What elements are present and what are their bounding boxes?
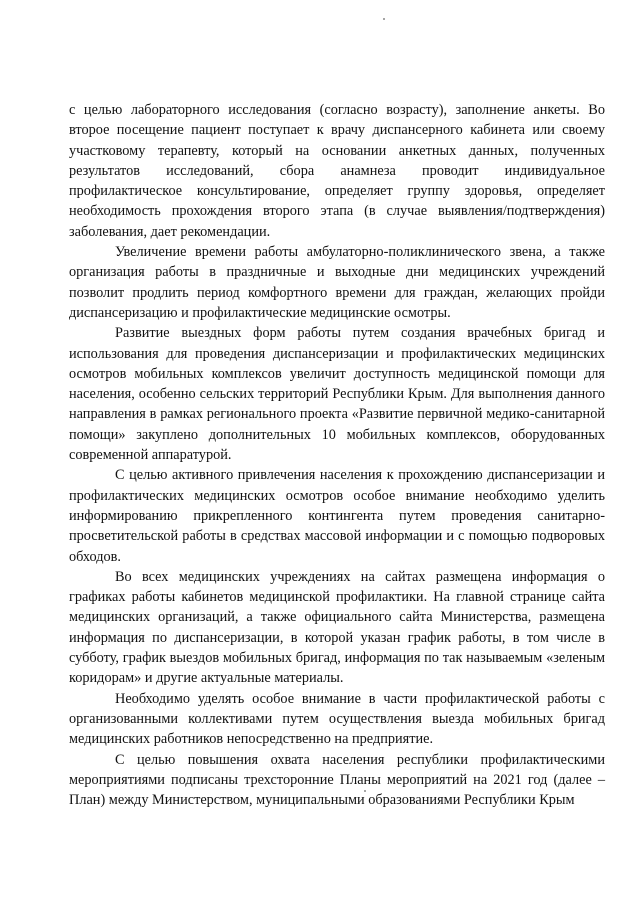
paragraph-informing: С целью активного привлечения населения к прохождению диспансеризации и профилактических медицинских осмотров особое внимание необходимо уделить информированию прикрепленного контингента путем проведения санитарно-просветительской работы в средствах массовой информации и с помощью подворовых обходов. [69, 467, 605, 565]
paragraph-coverage-plans: С целью повышения охвата населения республики профилактическими мероприятиями подписаны трехсторонние Планы мероприятий на 2021 год (далее – План) между Министерством, муниципальными образованиями Республики Крым [69, 751, 605, 809]
paragraph-organized-groups: Необходимо уделять особое внимание в части профилактической работы с организованными коллективами путем осуществления выезда мобильных бригад медицинских работников непосредственно на предприятие. [69, 690, 605, 748]
document-body [69, 100, 605, 810]
scan-speck [383, 18, 385, 20]
paragraph-continuation: с целью лабораторного исследования (согласно возрасту), заполнение анкеты. Во второе посещение пациент поступает к врачу диспансерного кабинета или своему участковому терапевту, который на основании анкетных данных, полученных результатов исследований, сбора анамнеза проводит индивидуальное профилактическое консультирование, определяет группу здоровья, определяет необходимость прохождения второго этапа (в случае выявления/подтверждения) заболевания, дает рекомендации. [69, 102, 605, 240]
paragraph-websites: Во всех медицинских учреждениях на сайтах размещена информация о графиках работы кабинетов медицинской профилактики. На главной странице сайта медицинских организаций, а также официального сайта Министерства, размещена информация по диспансеризации, в которой указан график работы, в том числе в субботу, график выездов мобильных бригад, информация по так называемым «зеленым коридорам» и другие актуальные материалы. [69, 568, 605, 687]
paragraph-working-hours: Увеличение времени работы амбулаторно-поликлинического звена, а также организация работы в праздничные и выходные дни медицинских учреждений позволит продлить период комфортного времени для граждан, желающих пройди диспансеризацию и профилактические медицинские осмотры. [69, 244, 605, 321]
paragraph-mobile-teams: Развитие выездных форм работы путем создания врачебных бригад и использования для проведения диспансеризации и профилактических медицинских осмотров мобильных комплексов увеличит доступность медицинской помощи для населения, особенно сельских территорий Республики Крым. Для выполнения данного направления в рамках регионального проекта «Развитие первичной медико-санитарной помощи» закуплено дополнительных 10 мобильных комплексов, оборудованных современной аппаратурой. [69, 325, 605, 464]
